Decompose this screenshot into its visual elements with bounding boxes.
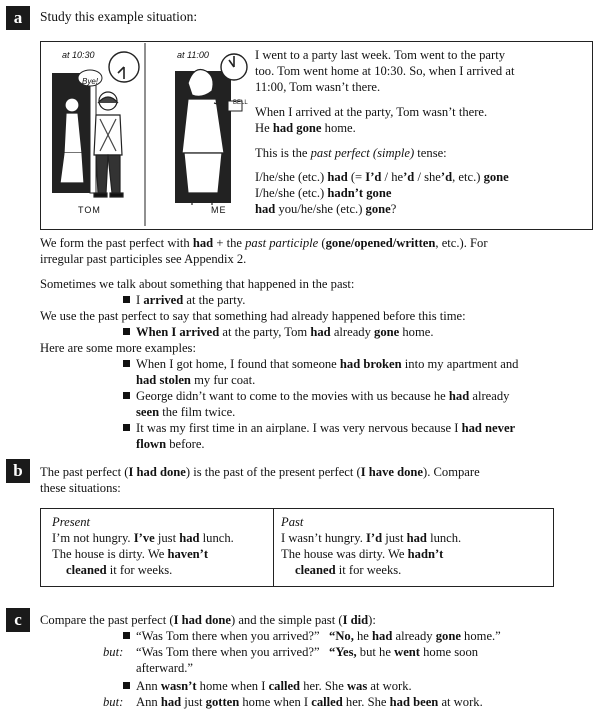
past-example: I arrived at the party.: [123, 293, 245, 308]
bullet-icon: [123, 632, 130, 639]
example-3-line-2: flown before.: [136, 437, 205, 451]
past-line-1: I wasn’t hungry. I’d just had lunch.: [281, 531, 462, 545]
time-left-label: at 10:30: [62, 50, 95, 60]
compare-example-1: “Was Tom there when you arrived?” “No, he had already gone home.”: [123, 629, 501, 644]
bullet-icon: [123, 328, 130, 335]
but-label: but:: [103, 645, 124, 659]
present-line-2: The house is dirty. We haven’t: [52, 547, 209, 561]
past-line-3: cleaned it for weeks.: [295, 563, 402, 577]
compare-example-2-line-1: “Was Tom there when you arrived?” “Yes, but he went home soon: [136, 645, 479, 659]
example-2-line-2: seen the film twice.: [136, 405, 236, 419]
present-column-title: Present: [52, 515, 91, 529]
formation-line-2: irregular past participles see Appendix 2.: [40, 252, 247, 266]
more-examples-intro: Here are some more examples:: [40, 341, 196, 355]
illustration: [42, 43, 248, 226]
name-me: ME: [211, 205, 227, 215]
bullet-icon: [123, 682, 130, 689]
example-3-line-1: It was my first time in an airplane. I was very nervous because I had never: [123, 421, 515, 436]
past-line-2: The house was dirty. We hadn’t: [281, 547, 444, 561]
past-intro: Sometimes we talk about something that happened in the past:: [40, 277, 355, 291]
time-right-label: at 11:00: [177, 50, 209, 60]
bullet-icon: [123, 424, 130, 431]
speech-bubble-text: Bye!: [82, 77, 99, 86]
clock-left-icon: [109, 52, 139, 82]
result-line-2: He had gone home.: [255, 121, 356, 135]
story-line-3: 11:00, Tom wasn’t there.: [255, 80, 381, 94]
compare-example-3: Ann wasn’t home when I called her. She was at work.: [123, 679, 412, 694]
section-c-label: c: [6, 608, 30, 632]
bullet-icon: [123, 392, 130, 399]
section-a-label: a: [6, 6, 30, 30]
section-c-intro: Compare the past perfect (I had done) and the simple past (I did):: [40, 613, 376, 627]
name-tom: TOM: [78, 205, 101, 215]
bell-label: BELL: [233, 100, 248, 106]
example-1-line-1: When I got home, I found that someone had broken into my apartment and: [123, 357, 518, 372]
example-1-line-2: had stolen my fur coat.: [136, 373, 256, 387]
compare-example-2-line-2: afterward.”: [136, 661, 193, 675]
before-example: When I arrived at the party, Tom had already gone home.: [123, 325, 434, 340]
past-column-title: Past: [281, 515, 304, 529]
compare-example-4: Ann had just gotten home when I called her. She had been at work.: [136, 695, 483, 709]
before-intro: We use the past perfect to say that something had already happened before this time:: [40, 309, 466, 323]
example-2-line-1: George didn’t want to come to the movies with us because he had already: [123, 389, 509, 404]
bullet-icon: [123, 360, 130, 367]
section-b-intro-line-1: The past perfect (I had done) is the past of the present perfect (I have done). Compare: [40, 465, 480, 479]
form-negative: I/he/she (etc.) hadn’t gone: [255, 186, 392, 200]
tense-line: This is the past perfect (simple) tense:: [255, 146, 447, 160]
section-a-heading: Study this example situation:: [40, 9, 198, 24]
present-line-1: I’m not hungry. I’ve just had lunch.: [52, 531, 234, 545]
section-b-label: b: [6, 459, 30, 483]
section-b-intro-line-2: these situations:: [40, 481, 121, 495]
form-affirmative: I/he/she (etc.) had (= I’d / he’d / she’d, etc.) gone: [255, 170, 509, 184]
clock-right-icon: [221, 54, 247, 80]
formation-line-1: We form the past perfect with had + the past participle (gone/opened/written, etc.). For: [40, 236, 488, 250]
tom-figure: [94, 92, 123, 197]
bullet-icon: [123, 296, 130, 303]
result-line-1: When I arrived at the party, Tom wasn’t there.: [255, 105, 488, 119]
but-label-2: but:: [103, 695, 124, 709]
story-line-2: too. Tom went home at 10:30. So, when I arrived at: [255, 64, 515, 78]
present-line-3: cleaned it for weeks.: [66, 563, 173, 577]
story-line-1: I went to a party last week. Tom went to the party: [255, 48, 505, 62]
form-question: had you/he/she (etc.) gone?: [255, 202, 397, 216]
